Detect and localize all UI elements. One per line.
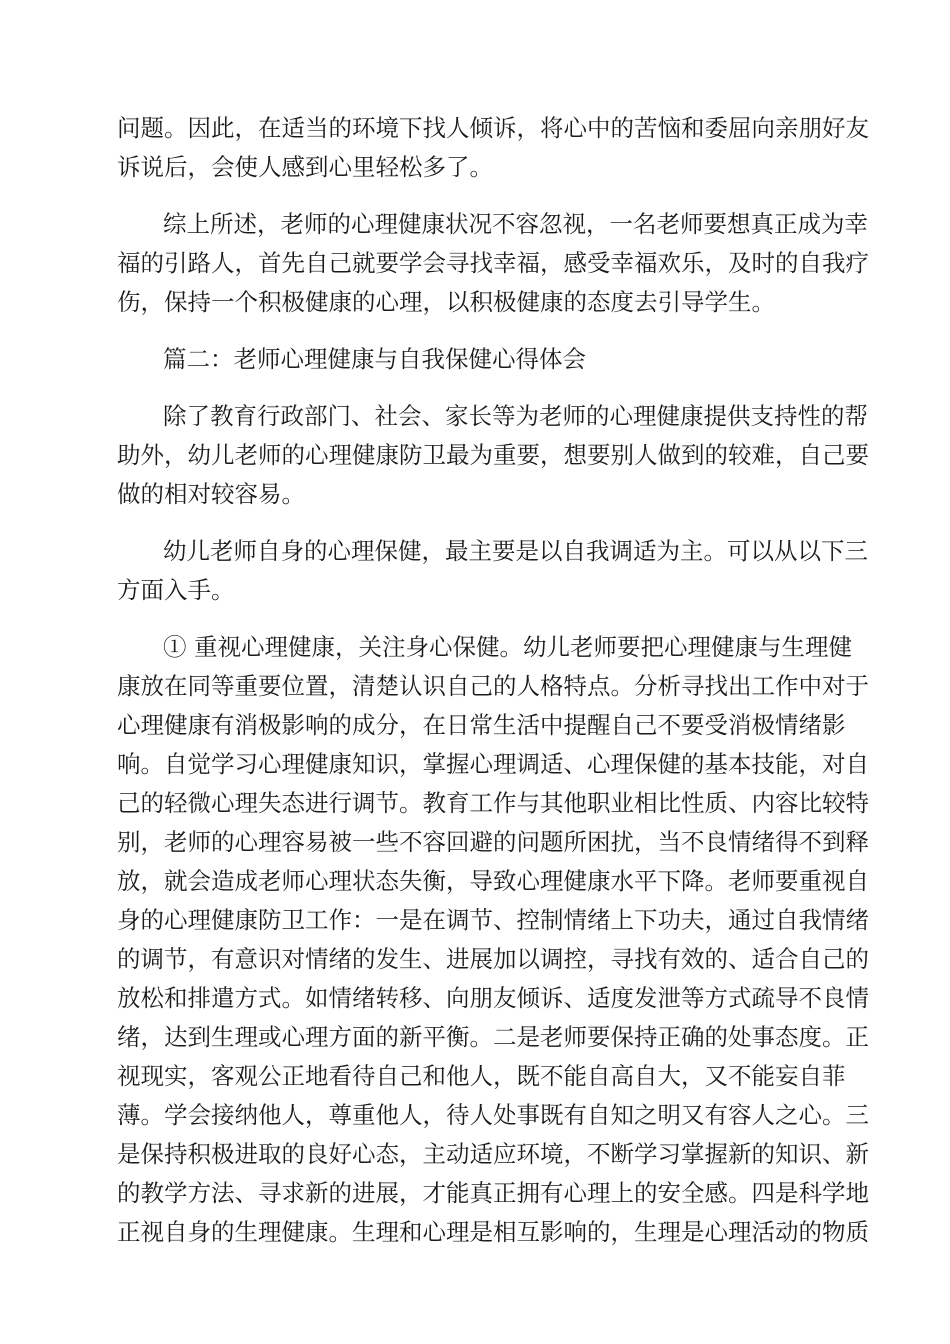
text-line: 己的轻微心理失态进行调节。教育工作与其他职业相比性质、内容比较特 [117, 789, 869, 817]
text-line: 伤，保持一个积极健康的心理，以积极健康的态度去引导学生。 [117, 288, 775, 316]
text-line: 放，就会造成老师心理状态失衡，导致心理健康水平下降。老师要重视自 [117, 867, 869, 895]
text-line: 助外，幼儿老师的心理健康防卫最为重要，想要别人做到的较难，自己要 [117, 441, 869, 469]
paragraph [117, 397, 869, 514]
paragraph [117, 532, 868, 610]
paragraph [117, 628, 869, 1252]
text-line: 响。自觉学习心理健康知识，掌握心理调适、心理保健的基本技能，对自 [117, 750, 869, 778]
text-line: 别，老师的心理容易被一些不容回避的问题所困扰，当不良情绪得不到释 [117, 828, 869, 856]
text-line: 是保持积极进取的良好心态，主动适应环境，不断学习掌握新的知识、新 [117, 1140, 869, 1168]
text-line: 正视自身的生理健康。生理和心理是相互影响的，生理是心理活动的物质 [117, 1218, 869, 1246]
text-line: 放松和排遣方式。如情绪转移、向朋友倾诉、适度发泄等方式疏导不良情 [117, 984, 869, 1012]
text-line: 幼儿老师自身的心理保健，最主要是以自我调适为主。可以从以下三 [163, 537, 868, 565]
text-line: 薄。学会接纳他人，尊重他人，待人处事既有自知之明又有容人之心。三 [117, 1101, 869, 1129]
paragraph [117, 340, 833, 379]
text-line: 心理健康有消极影响的成分，在日常生活中提醒自己不要受消极情绪影 [117, 711, 846, 739]
text-line: 做的相对较容易。 [117, 480, 305, 508]
text-line: 综上所述，老师的心理健康状况不容忽视，一名老师要想真正成为幸 [163, 210, 868, 238]
text-line: 问题。因此，在适当的环境下找人倾诉，将心中的苦恼和委屈向亲朋好友 [117, 114, 869, 142]
text-line: 的教学方法、寻求新的进展，才能真正拥有心理上的安全感。四是科学地 [117, 1179, 869, 1207]
text-line: 方面入手。 [117, 576, 235, 604]
text-line: 的调节，有意识对情绪的发生、进展加以调控，寻找有效的、适合自己的 [117, 945, 869, 973]
paragraph [117, 205, 869, 322]
document-page [117, 109, 869, 1252]
text-line: 视现实，客观公正地看待自己和他人，既不能自高自大，又不能妄自菲 [117, 1062, 846, 1090]
text-line: 绪，达到生理或心理方面的新平衡。二是老师要保持正确的处事态度。正 [117, 1023, 869, 1051]
text-line: 康放在同等重要位置，清楚认识自己的人格特点。分析寻找出工作中对于 [117, 672, 869, 700]
text-line: 身的心理健康防卫工作：一是在调节、控制情绪上下功夫，通过自我情绪 [117, 906, 869, 934]
text-line: 篇二：老师心理健康与自我保健心得体会 [163, 345, 586, 373]
paragraph [117, 109, 869, 187]
text-line: 福的引路人，首先自己就要学会寻找幸福，感受幸福欢乐，及时的自我疗 [117, 249, 869, 277]
text-line: 除了教育行政部门、社会、家长等为老师的心理健康提供支持性的帮 [163, 402, 868, 430]
text-line: 诉说后，会使人感到心里轻松多了。 [117, 153, 493, 181]
text-line: ① 重视心理健康，关注身心保健。幼儿老师要把心理健康与生理健 [163, 633, 852, 661]
